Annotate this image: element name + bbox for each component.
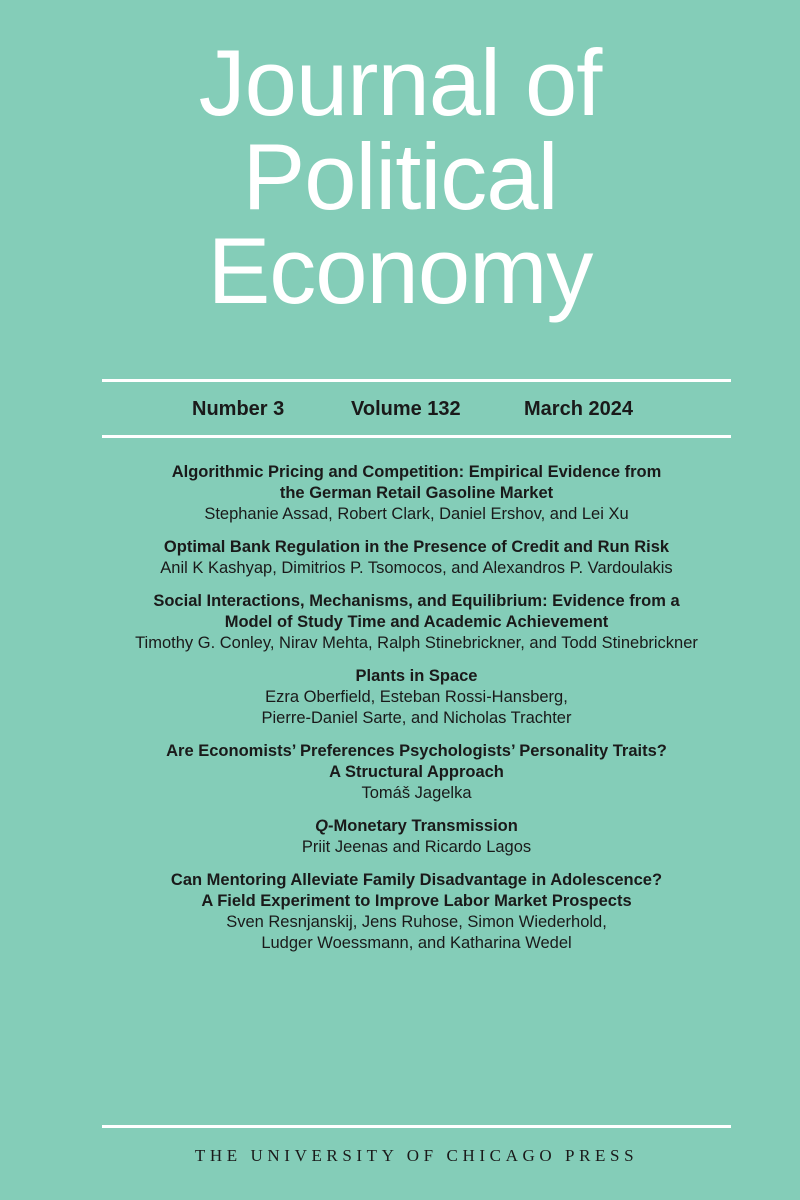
article-entry (60, 666, 773, 729)
table-of-contents (60, 462, 773, 966)
journal-title (0, 30, 800, 323)
article-authors: Timothy G. Conley, Nirav Mehta, Ralph Stinebrickner, and Todd Stinebrickner (135, 634, 698, 652)
article-title: A Structural Approach (329, 763, 504, 781)
article-title: Algorithmic Pricing and Competition: Empirical Evidence from (171, 463, 662, 481)
article-entry (60, 816, 773, 858)
issue-date: March 2024 (524, 398, 633, 420)
article-entry (60, 537, 773, 579)
article-authors: Ezra Oberfield, Esteban Rossi-Hansberg, (265, 688, 568, 706)
article-title: Social Interactions, Mechanisms, and Equilibrium: Evidence from a (153, 592, 680, 610)
journal-title-line: Political (242, 124, 558, 229)
article-authors: Stephanie Assad, Robert Clark, Daniel Ershov, and Lei Xu (204, 505, 629, 523)
article-title-rest: -Monetary Transmission (328, 817, 518, 835)
issue-number: Number 3 (192, 398, 285, 420)
article-authors: Ludger Woessmann, and Katharina Wedel (261, 934, 572, 952)
article-authors: Anil K Kashyap, Dimitrios P. Tsomocos, and Alexandros P. Vardoulakis (160, 559, 673, 577)
article-entry (60, 741, 773, 804)
article-title: A Field Experiment to Improve Labor Market Prospects (201, 892, 632, 910)
issue-info (102, 396, 731, 426)
article-title: Are Economists’ Preferences Psychologists’ Personality Traits? (166, 742, 667, 760)
divider-bottom (102, 1125, 731, 1128)
journal-title-line: Economy (207, 218, 593, 323)
article-authors: Pierre-Daniel Sarte, and Nicholas Trachter (261, 709, 572, 727)
divider-middle (102, 435, 731, 438)
article-title: the German Retail Gasoline Market (279, 484, 554, 502)
article-entry (60, 591, 773, 654)
article-title: Optimal Bank Regulation in the Presence of Credit and Run Risk (163, 538, 670, 556)
journal-title-line: Journal of (198, 30, 602, 135)
article-title: Can Mentoring Alleviate Family Disadvantage in Adolescence? (170, 871, 663, 889)
divider-top (102, 379, 731, 382)
article-authors: Sven Resnjanskij, Jens Ruhose, Simon Wiederhold, (226, 913, 607, 931)
article-entry (60, 462, 773, 525)
article-title: Model of Study Time and Academic Achievement (224, 613, 609, 631)
article-title (60, 816, 773, 837)
article-title: Plants in Space (355, 667, 478, 685)
article-title-italic-prefix: Q (315, 817, 329, 835)
article-authors: Tomáš Jagelka (361, 784, 472, 802)
article-entry (60, 870, 773, 954)
publisher-name: THE UNIVERSITY OF CHICAGO PRESS (194, 1146, 639, 1165)
issue-volume: Volume 132 (351, 398, 461, 420)
article-authors: Priit Jeenas and Ricardo Lagos (301, 838, 532, 856)
